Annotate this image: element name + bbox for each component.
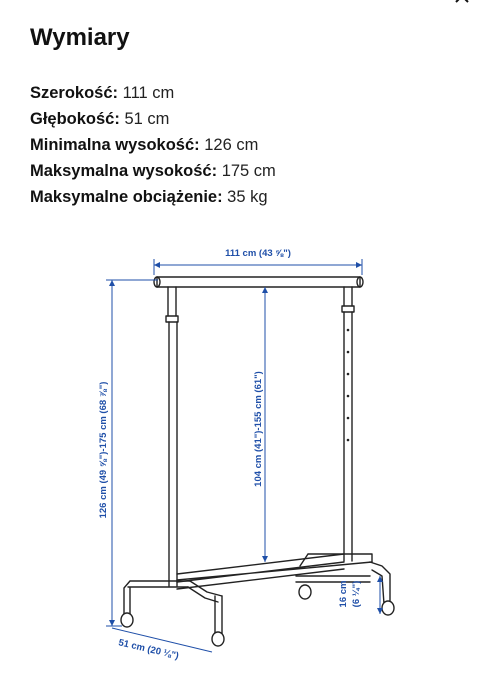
top-rail xyxy=(157,277,360,287)
wheel-left xyxy=(121,613,133,627)
spec-label: Maksymalna wysokość: xyxy=(30,162,218,180)
spec-label: Szerokość: xyxy=(30,84,119,102)
spec-min-height xyxy=(30,132,276,158)
spec-depth xyxy=(30,106,276,132)
right-upright-top xyxy=(344,287,352,306)
spec-value: 175 cm xyxy=(221,162,276,180)
spec-label: Głębokość: xyxy=(30,110,120,128)
shelf-frame xyxy=(300,554,372,566)
spec-label: Minimalna wysokość: xyxy=(30,136,200,154)
spec-max-load xyxy=(30,184,276,210)
page-title: Wymiary xyxy=(30,24,130,51)
right-upright xyxy=(344,312,352,561)
wheel-right xyxy=(382,601,394,615)
close-icon xyxy=(448,0,476,14)
spec-value: 111 cm xyxy=(122,84,175,102)
wheel-back xyxy=(299,585,311,599)
left-upright-clamp xyxy=(166,316,178,322)
left-upright-top xyxy=(168,287,176,316)
height-pegs xyxy=(347,329,350,442)
spec-value: 126 cm xyxy=(204,136,259,154)
close-button[interactable] xyxy=(448,0,476,14)
depth-label: 51 cm (20 ⅛") xyxy=(117,637,180,662)
specs-list xyxy=(30,80,276,210)
spec-max-height xyxy=(30,158,276,184)
spec-value: 35 kg xyxy=(227,188,268,206)
base-front-left xyxy=(124,581,190,616)
base-height-label: 16 cm xyxy=(338,580,349,608)
left-upright xyxy=(169,322,177,586)
wheel-front xyxy=(212,632,224,646)
width-label: 111 cm (43 ⅝") xyxy=(225,248,291,259)
spec-label: Maksymalne obciążenie: xyxy=(30,188,223,206)
spec-value: 51 cm xyxy=(124,110,170,128)
clothes-rack-dimension-drawing xyxy=(0,236,498,699)
dimension-arrows xyxy=(109,262,383,626)
spec-width xyxy=(30,80,276,106)
height-range-label: 126 cm (49 ⅝")-175 cm (68 ⅞") xyxy=(98,381,109,519)
inner-height-label: 104 cm (41")-155 cm (61") xyxy=(253,371,264,487)
right-upright-clamp xyxy=(342,306,354,312)
base-height-inch-label: (6 ¼") xyxy=(351,580,362,608)
